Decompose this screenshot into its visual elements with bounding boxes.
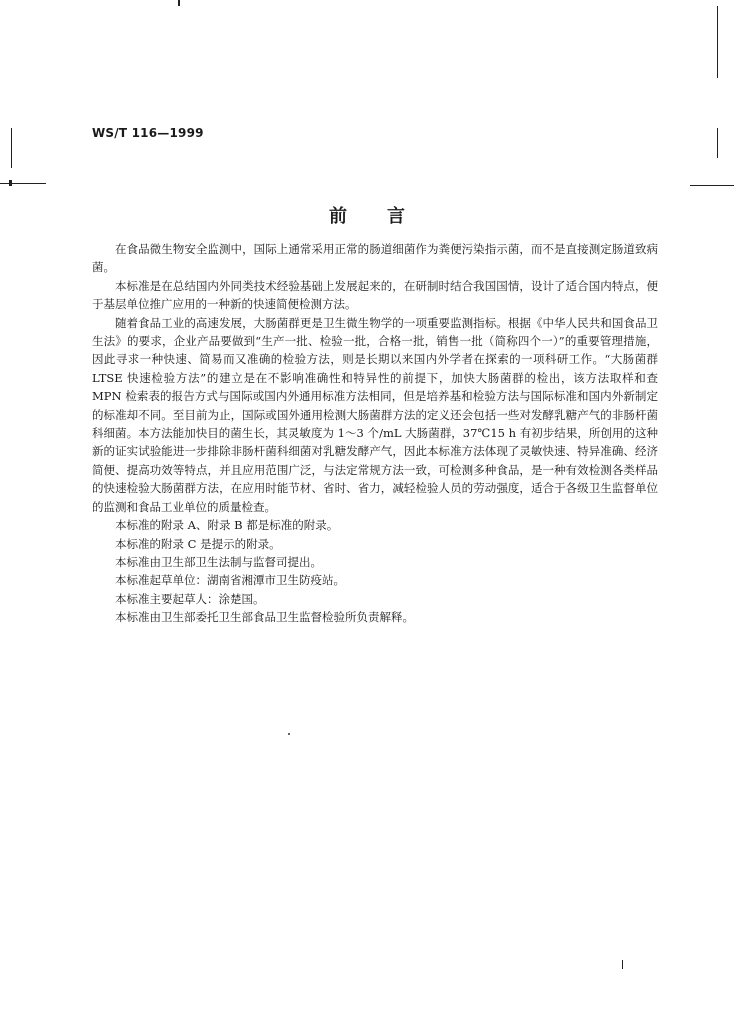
paragraph-9: 本标准由卫生部委托卫生部食品卫生监督检验所负责解释。 — [115, 610, 414, 625]
paragraph-6: 本标准由卫生部卫生法制与监督司提出。 — [115, 554, 322, 569]
title-char-1: 前 — [329, 206, 347, 227]
scan-mark-bottom-right — [622, 960, 623, 969]
paragraph-7: 本标准起草单位：湖南省湘潭市卫生防疫站。 — [115, 573, 345, 588]
standard-code: WS/T 116—1999 — [92, 126, 204, 140]
scan-mark-right-vertical — [717, 6, 718, 78]
paragraph-1: 在食品微生物安全监测中，国际上通常采用正常的肠道细菌作为粪便污染指示菌，而不是直接测定肠道致病菌。 — [92, 242, 658, 275]
scan-mark-right-horizontal — [690, 185, 734, 186]
scan-dot — [288, 733, 290, 735]
title-char-2: 言 — [387, 206, 405, 227]
foreword-body — [92, 240, 658, 627]
paragraph-4: 本标准的附录 A、附录 B 都是标准的附录。 — [115, 518, 339, 533]
scan-mark-left-horizontal — [0, 183, 46, 184]
paragraph-3: 随着食品工业的高速发展，大肠菌群更是卫生微生物学的一项重要监测指标。根据《中华人民共和国食品卫生法》的要求，企业产品要做到“生产一批、检验一批，合格一批，销售一批（简称四个一）”的重要管理措施，因此寻求一种快速、简易而又准确的检验方法，则是长期以来国内外学者在探索的一项科研工作。“大肠菌群 LTSE 快速检验方法”的建立是在不影响准确性和特异性的前提下，加快大肠菌群的检出，该方法取样和查 MPN 检索表的报告方式与国际或国内外通用标准方法相同，但是培养基和检验方法与国际标准和国内外新制定的标准却不同。至目前为止，国际或国外通用检测大肠菌群方法的定义还会包括一些对发酵乳糖产气的非肠杆菌科细菌。本方法能加快目的菌生长，其灵敏度为 1～3 个/mL 大肠菌群，37℃15 h 有初步结果，所创用的这种新的证实试验能进一步排除非肠杆菌科细菌对乳糖发酵产气，因此本标准方法体现了灵敏快速、特异准确、经济简便、提高功效等特点，并且应用范围广泛，与法定常规方法一致，可检测多种食品，是一种有效检测各类样品的快速检验大肠菌群方法，在应用时能节材、省时、省力，减轻检验人员的劳动强度，适合于各级卫生监督单位的监测和食品工业单位的质量检查。 — [92, 315, 658, 514]
scan-mark-top — [178, 0, 180, 6]
paragraph-2: 本标准是在总结国内外同类技术经验基础上发展起来的，在研制时结合我国国情，设计了适合国内特点，便于基层单位推广应用的一种新的快速简便检测方法。 — [92, 278, 658, 312]
scan-mark-left-small — [9, 180, 12, 186]
scan-mark-right-vertical-2 — [717, 128, 718, 158]
scan-mark-left-vertical — [11, 128, 12, 168]
page-title — [0, 202, 734, 228]
paragraph-5: 本标准的附录 C 是提示的附录。 — [115, 536, 281, 551]
paragraph-8: 本标准主要起草人：涂楚国。 — [115, 591, 265, 606]
